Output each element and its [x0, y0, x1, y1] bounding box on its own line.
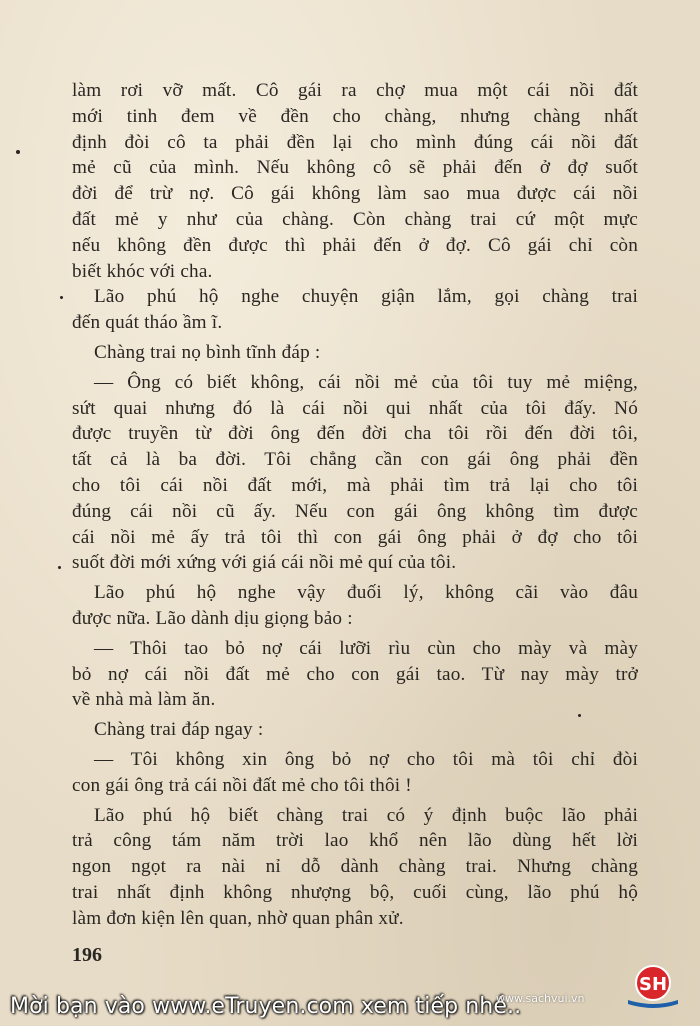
- text-line: mẻ cũ của mình. Nếu không cô sẽ phải đến ở đợ suốt: [72, 157, 638, 179]
- text-line: — Thôi tao bỏ nợ cái lưỡi rìu cùn cho mày và mày: [94, 637, 638, 659]
- text-line: ngon ngọt ra nài nỉ dỗ dành chàng trai. Nhưng chàng: [72, 856, 638, 878]
- text-line: Lão phú hộ nghe chuyện giận lắm, gọi chàng trai: [94, 286, 638, 308]
- scan-speck: [60, 296, 63, 299]
- text-line: trai nhất định không nhượng bộ, cuối cùng, lão phú hộ: [72, 881, 638, 903]
- text-line: — Tôi không xin ông bỏ nợ cho tôi mà tôi chỉ đòi: [94, 748, 638, 770]
- text-line: đến quát tháo ầm ĩ.: [72, 312, 223, 334]
- text-line: làm đơn kiện lên quan, nhờ quan phân xử.: [72, 907, 404, 929]
- text-line: bỏ nợ cái nồi đất mẻ cho con gái tao. Từ nay mày trở: [72, 663, 638, 685]
- story-text: [72, 78, 638, 932]
- footer-banner: [0, 988, 700, 1026]
- text-line: được nữa. Lão dành dịu giọng bảo :: [72, 607, 353, 629]
- scan-speck: [578, 714, 581, 717]
- text-line: nếu không đền được thì phải đến ở đợ. Cô gái chỉ còn: [72, 234, 638, 256]
- text-line: biết khóc với cha.: [72, 260, 213, 282]
- text-line: làm rơi vỡ mất. Cô gái ra chợ mua một cái nồi đất: [72, 80, 638, 101]
- page-number: 196: [72, 944, 102, 966]
- text-line: đời để trừ nợ. Cô gái không làm sao mua được cái nồi: [72, 183, 638, 205]
- text-line: về nhà mà làm ăn.: [72, 689, 216, 711]
- watermark-url: www.sachvui.vn: [496, 992, 585, 1005]
- text-line: Lão phú hộ biết chàng trai có ý định buộc lão phải: [94, 804, 638, 826]
- text-line: cái nồi mẻ ấy trả tôi thì con gái ông phải ở đợ cho tôi: [72, 526, 638, 548]
- text-line: — Ông có biết không, cái nồi mẻ của tôi tuy mẻ miệng,: [94, 371, 638, 393]
- text-line: sứt quai nhưng đó là cái nồi qui nhất của tôi đấy. Nó: [72, 397, 638, 419]
- logo-text: SH: [638, 974, 668, 995]
- scan-speck: [58, 566, 61, 569]
- text-line: tất cả là ba đời. Tôi chẳng cần con gái ông phải đền: [72, 449, 638, 471]
- text-line: cho tôi cái nồi đất mới, mà phải tìm trả lại cho tôi: [72, 474, 638, 496]
- text-line: mới tinh đem về đền cho chàng, nhưng chàng nhất: [72, 105, 638, 127]
- text-line: Chàng trai nọ bình tĩnh đáp :: [94, 341, 321, 363]
- publisher-logo-icon: [624, 964, 682, 1010]
- text-line: đúng cái nồi cũ ấy. Nếu con gái ông không tìm được: [72, 500, 638, 522]
- text-line: trả công tám năm trời lao khổ nên lão dùng hết lời: [72, 830, 638, 852]
- text-line: suốt đời mới xứng với giá cái nồi mẻ quí của tôi.: [72, 552, 457, 574]
- text-line: Chàng trai đáp ngay :: [94, 719, 264, 741]
- text-line: con gái ông trả cái nồi đất mẻ cho tôi thôi !: [72, 774, 412, 796]
- text-line: đất mẻ y như của chàng. Còn chàng trai cứ một mực: [72, 208, 638, 230]
- text-line: định đòi cô ta phải đền lại cho mình đúng cái nồi đất: [72, 131, 638, 153]
- scan-speck: [16, 150, 20, 154]
- text-line: được truyền từ đời ông đến đời cha tôi rồi đến đời tôi,: [72, 423, 638, 445]
- text-line: Lão phú hộ nghe vậy đuối lý, không cãi vào đâu: [94, 582, 638, 604]
- footer-link[interactable]: Mời bạn vào www.eTruyen.com xem tiếp nhé..: [10, 994, 522, 1019]
